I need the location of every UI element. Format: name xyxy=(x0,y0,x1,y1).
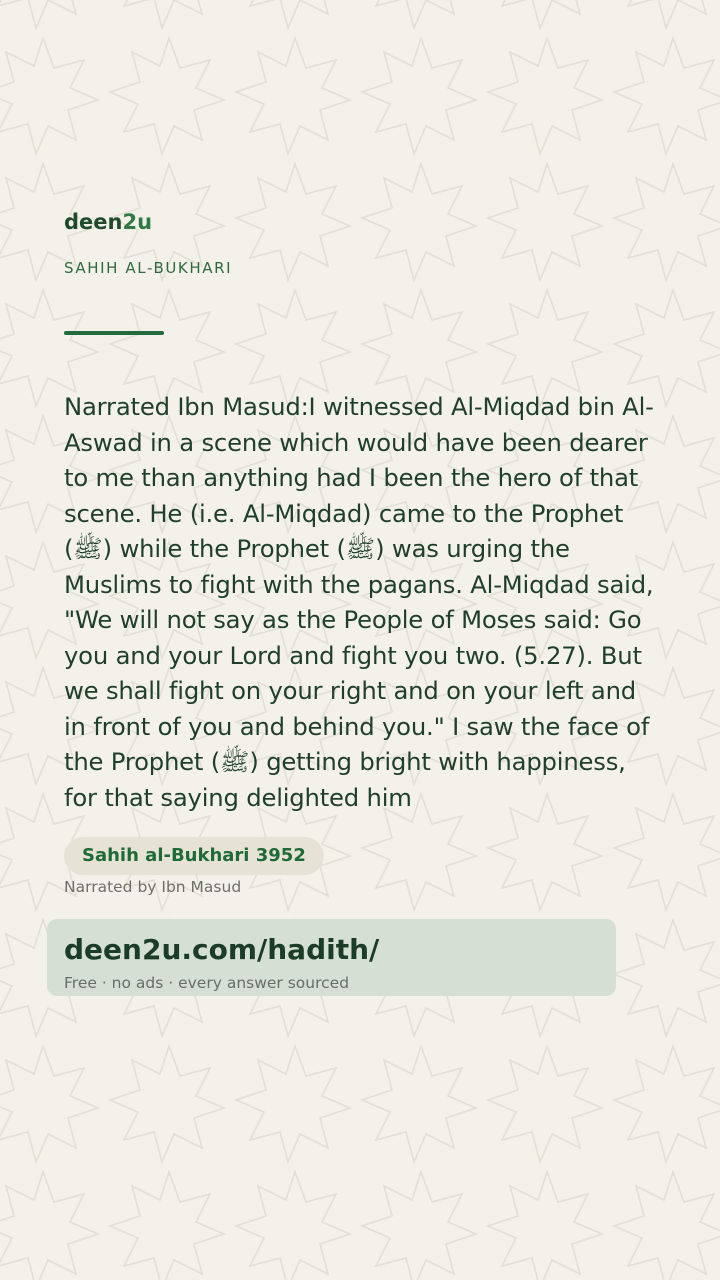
collection-label: SAHIH AL-BUKHARI xyxy=(64,259,233,277)
divider xyxy=(64,331,164,335)
hadith-text: Narrated Ibn Masud:I witnessed Al-Miqdad bin Al-Aswad in a scene which would have been dearer to me than anything had I been the hero of that scene. He (i.e. Al-Miqdad) came to the Prophet (ﷺ) while the Prophet (ﷺ) was urging the Muslims to fight with the pagans. Al-Miqdad said, "We will not say as the People of Moses said: Go you and your Lord and fight you two. (5.27). But we shall fight on your right and on your left and in front of you and behind you." I saw the face of the Prophet (ﷺ) getting bright with happiness, for that saying delighted him xyxy=(64,392,654,812)
cta-card[interactable] xyxy=(47,919,616,996)
cta-tagline: Free · no ads · every answer sourced xyxy=(64,974,350,992)
narrator-line: Narrated by Ibn Masud xyxy=(64,878,242,896)
cta-url-link[interactable]: deen2u.com/hadith/ xyxy=(64,933,380,966)
brand-name-accent: 2u xyxy=(122,210,153,234)
brand-name-prefix: deen xyxy=(64,210,123,234)
brand-logo xyxy=(64,210,152,234)
reference-badge[interactable]: Sahih al-Bukhari 3952 xyxy=(64,837,324,875)
